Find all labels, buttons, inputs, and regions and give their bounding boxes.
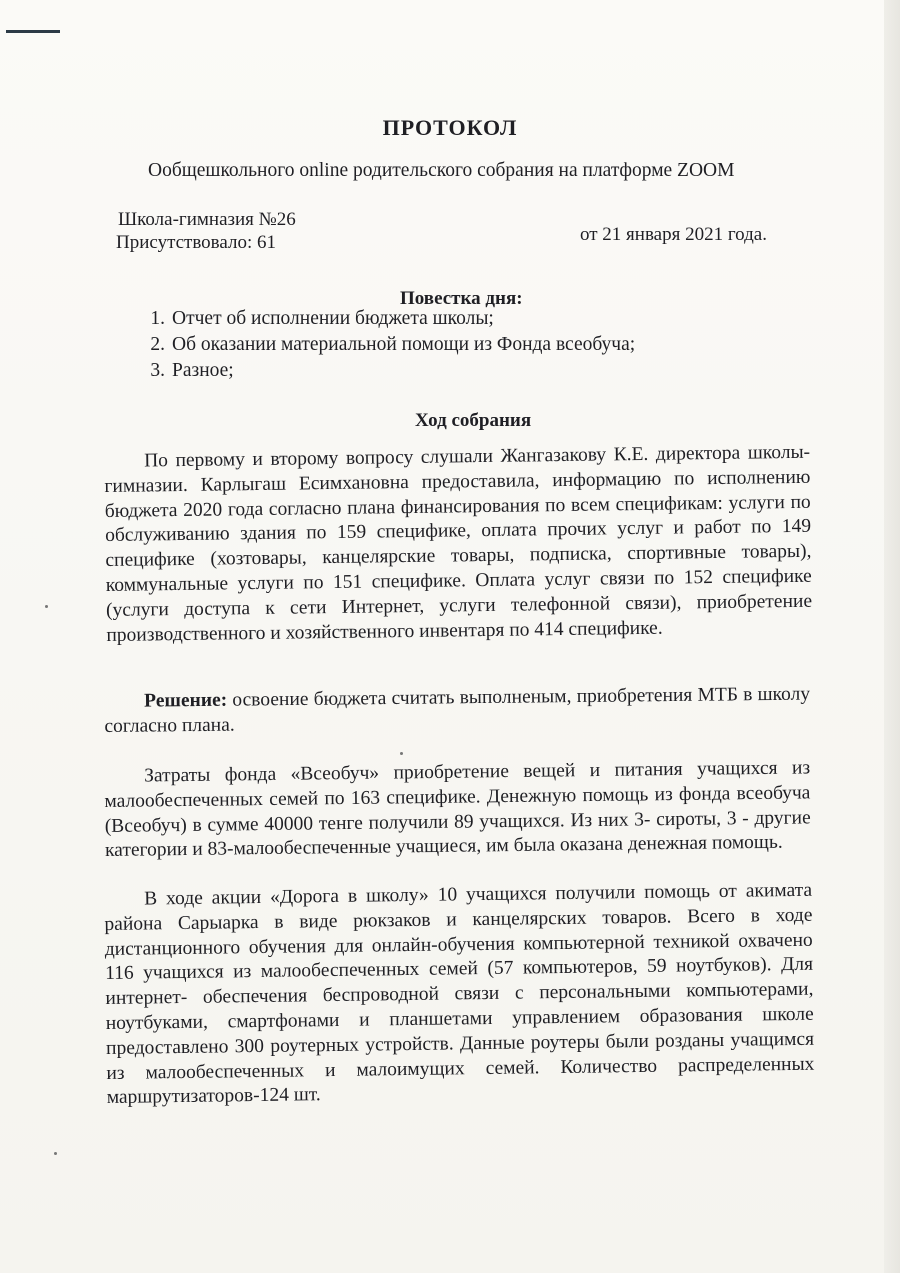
scan-speck	[45, 605, 48, 608]
paper-edge	[884, 0, 900, 1273]
document-title: ПРОТОКОЛ	[382, 115, 518, 140]
agenda-item	[130, 358, 635, 384]
school-name: Школа-гимназия №26	[118, 209, 296, 230]
agenda-list	[130, 306, 635, 384]
agenda-item	[130, 332, 635, 358]
meeting-date: от 21 января 2021 года.	[580, 224, 767, 245]
agenda-item-number: 1.	[150, 308, 165, 329]
scan-speck	[400, 752, 403, 755]
agenda-item	[130, 306, 635, 332]
paragraph-budget-report: По первому и второму вопросу слушали Жангазакову К.Е. директора школы-гимназии. Карлыгаш Есимхановна предоставила, информацию по исполнению бюджета 2020 года согласно плана финансирования по всем спецификам: услуги по обслуживанию здания по 159 специфике, оплата прочих услуг и работ по 149 специфике (хозтовары, канцелярские товары, подписка, спортивные товары), коммунальные услуги по 151 специфике. Оплата услуг связи по 152 специфике (услуги доступа к сети Интернет, услуги телефонной связи), приобретение производственного и хозяйственного инвентаря по 414 специфике.	[104, 441, 813, 646]
agenda-item-number: 3.	[150, 360, 165, 381]
paragraph-vseobuch-fund: Затраты фонда «Всеобуч» приобретение вещей и питания учащихся из малообеспеченных семей по 163 специфике. Денежную помощь из фонда всеобуча (Всеобуч) в сумме 40000 тенге получили 89 учащихся. Из них 3- сироты, 3 - другие категории и 83-малообеспеченные учащиеся, им была оказана денежная помощь.	[104, 757, 811, 862]
scan-speck	[54, 1152, 57, 1155]
paragraph-road-to-school: В ходе акции «Дорога в школу» 10 учащихся получили помощь от акимата района Сарыарка в виде рюкзаков и канцелярских товаров. Всего в ходе дистанционного обучения для онлайн-обучения компьютерной техникой охвачено 116 учащихся из малообеспеченных семей (57 компьютеров, 59 ноутбуков). Для интернет- обеспечения беспроводной связи с персональными компьютерами, ноутбуками, смартфонами и планшетами управлением образования школе предоставлено 300 роутерных устройств. Данные роутеры были розданы учащимся из малообеспеченных и малоимущих семей. Количество распределенных маршрутизаторов-124 шт.	[104, 879, 815, 1109]
decision-text: освоение бюджета считать выполненым, приобретения МТБ в школу согласно плана.	[104, 683, 811, 737]
paragraph-decision	[104, 683, 810, 740]
proceedings-heading: Ход собрания	[415, 410, 532, 431]
agenda-item-number: 2.	[150, 334, 165, 355]
agenda-item-text: Отчет об исполнении бюджета школы;	[172, 308, 494, 329]
agenda-heading: Повестка дня:	[400, 288, 523, 309]
agenda-item-text: Разное;	[172, 360, 234, 381]
document-subtitle: Ообщешкольного online родительского собрания на платформе ZOOM	[148, 160, 735, 181]
attendance: Присутствовало: 61	[116, 232, 277, 253]
decision-label: Решение:	[144, 689, 228, 712]
scan-artifact-line	[6, 30, 60, 33]
agenda-item-text: Об оказании материальной помощи из Фонда всеобуча;	[172, 334, 636, 355]
